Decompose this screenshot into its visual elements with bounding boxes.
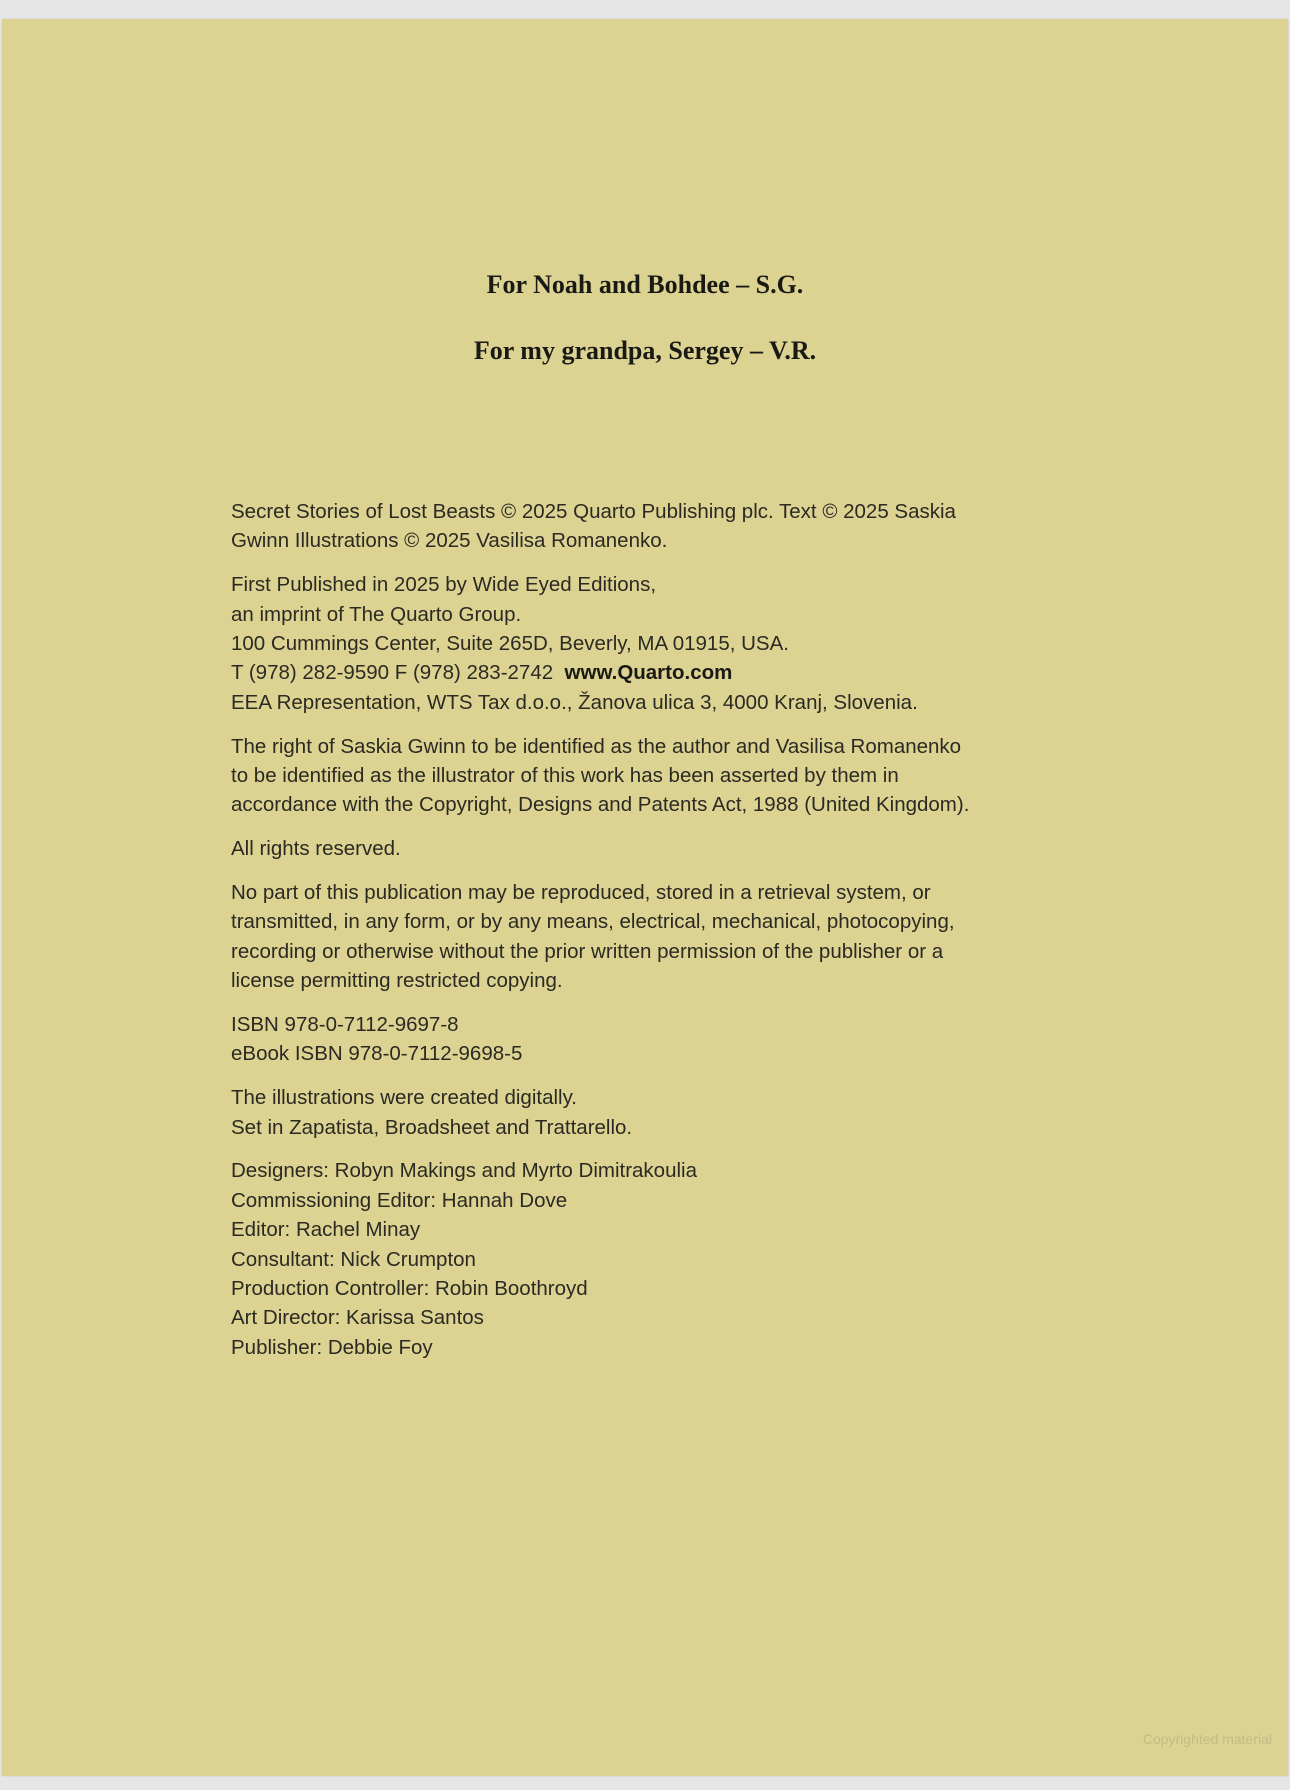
- publisher-line: an imprint of The Quarto Group.: [231, 602, 522, 626]
- all-rights-line: All rights reserved.: [231, 837, 401, 861]
- eea-representation: EEA Representation, WTS Tax d.o.o., Žanova ulica 3, 4000 Kranj, Slovenia.: [231, 690, 918, 714]
- isbn-ebook: eBook ISBN 978-0-7112-9698-5: [231, 1042, 523, 1066]
- isbn-block: [231, 1010, 1091, 1069]
- copyright-line: Secret Stories of Lost Beasts © 2025 Quarto Publishing plc. Text © 2025 Saskia: [231, 500, 956, 523]
- book-page: [2, 19, 1288, 1776]
- copyright-imprint: [231, 497, 1091, 1377]
- reproduction-line: transmitted, in any form, or by any means, electrical, mechanical, photocopying,: [231, 910, 955, 934]
- credit-line: Production Controller: Robin Boothroyd: [231, 1277, 588, 1301]
- illustrations-note: The illustrations were created digitally.: [231, 1086, 577, 1110]
- moral-rights: [231, 732, 1091, 820]
- isbn-print: ISBN 978-0-7112-9697-8: [231, 1013, 459, 1037]
- reproduction-line: license permitting restricted copying.: [231, 969, 563, 993]
- all-rights-reserved: [231, 834, 1091, 863]
- credit-line: Publisher: Debbie Foy: [231, 1335, 433, 1359]
- rights-line: accordance with the Copyright, Designs and Patents Act, 1988 (United Kingdom).: [231, 793, 970, 817]
- publisher-info: [231, 570, 1091, 717]
- credit-line: Consultant: Nick Crumpton: [231, 1247, 476, 1271]
- publisher-address: 100 Cummings Center, Suite 265D, Beverly, MA 01915, USA.: [231, 632, 789, 656]
- credits-list: [231, 1156, 1091, 1362]
- dedication-illustrator: For my grandpa, Sergey – V.R.: [473, 336, 817, 365]
- credit-line: Commissioning Editor: Hannah Dove: [231, 1188, 568, 1212]
- credit-line: Editor: Rachel Minay: [231, 1218, 421, 1242]
- credit-line: Art Director: Karissa Santos: [231, 1306, 484, 1330]
- reproduction-line: No part of this publication may be reproduced, stored in a retrieval system, or: [231, 881, 931, 905]
- publisher-phone: T (978) 282-9590 F (978) 283-2742: [231, 661, 554, 685]
- copyright-watermark: Copyrighted material: [1142, 1731, 1272, 1747]
- reproduction-notice: [231, 878, 1091, 996]
- copyright-notice: [231, 497, 1091, 556]
- publisher-line: First Published in 2025 by Wide Eyed Editions,: [231, 573, 657, 597]
- reproduction-line: recording or otherwise without the prior written permission of the publisher or a: [231, 939, 944, 963]
- publisher-website-link[interactable]: www.Quarto.com: [564, 661, 733, 685]
- typefaces-note: Set in Zapatista, Broadsheet and Trattarello.: [231, 1115, 633, 1139]
- copyright-line: Gwinn Illustrations © 2025 Vasilisa Romanenko.: [231, 529, 668, 553]
- dedication-author: For Noah and Bohdee – S.G.: [486, 270, 804, 299]
- credit-line: Designers: Robyn Makings and Myrto Dimitrakoulia: [231, 1159, 697, 1183]
- production-notes: [231, 1083, 1091, 1142]
- rights-line: The right of Saskia Gwinn to be identified as the author and Vasilisa Romanenko: [231, 734, 962, 758]
- rights-line: to be identified as the illustrator of this work has been asserted by them in: [231, 764, 899, 788]
- publisher-contact: [231, 658, 1091, 687]
